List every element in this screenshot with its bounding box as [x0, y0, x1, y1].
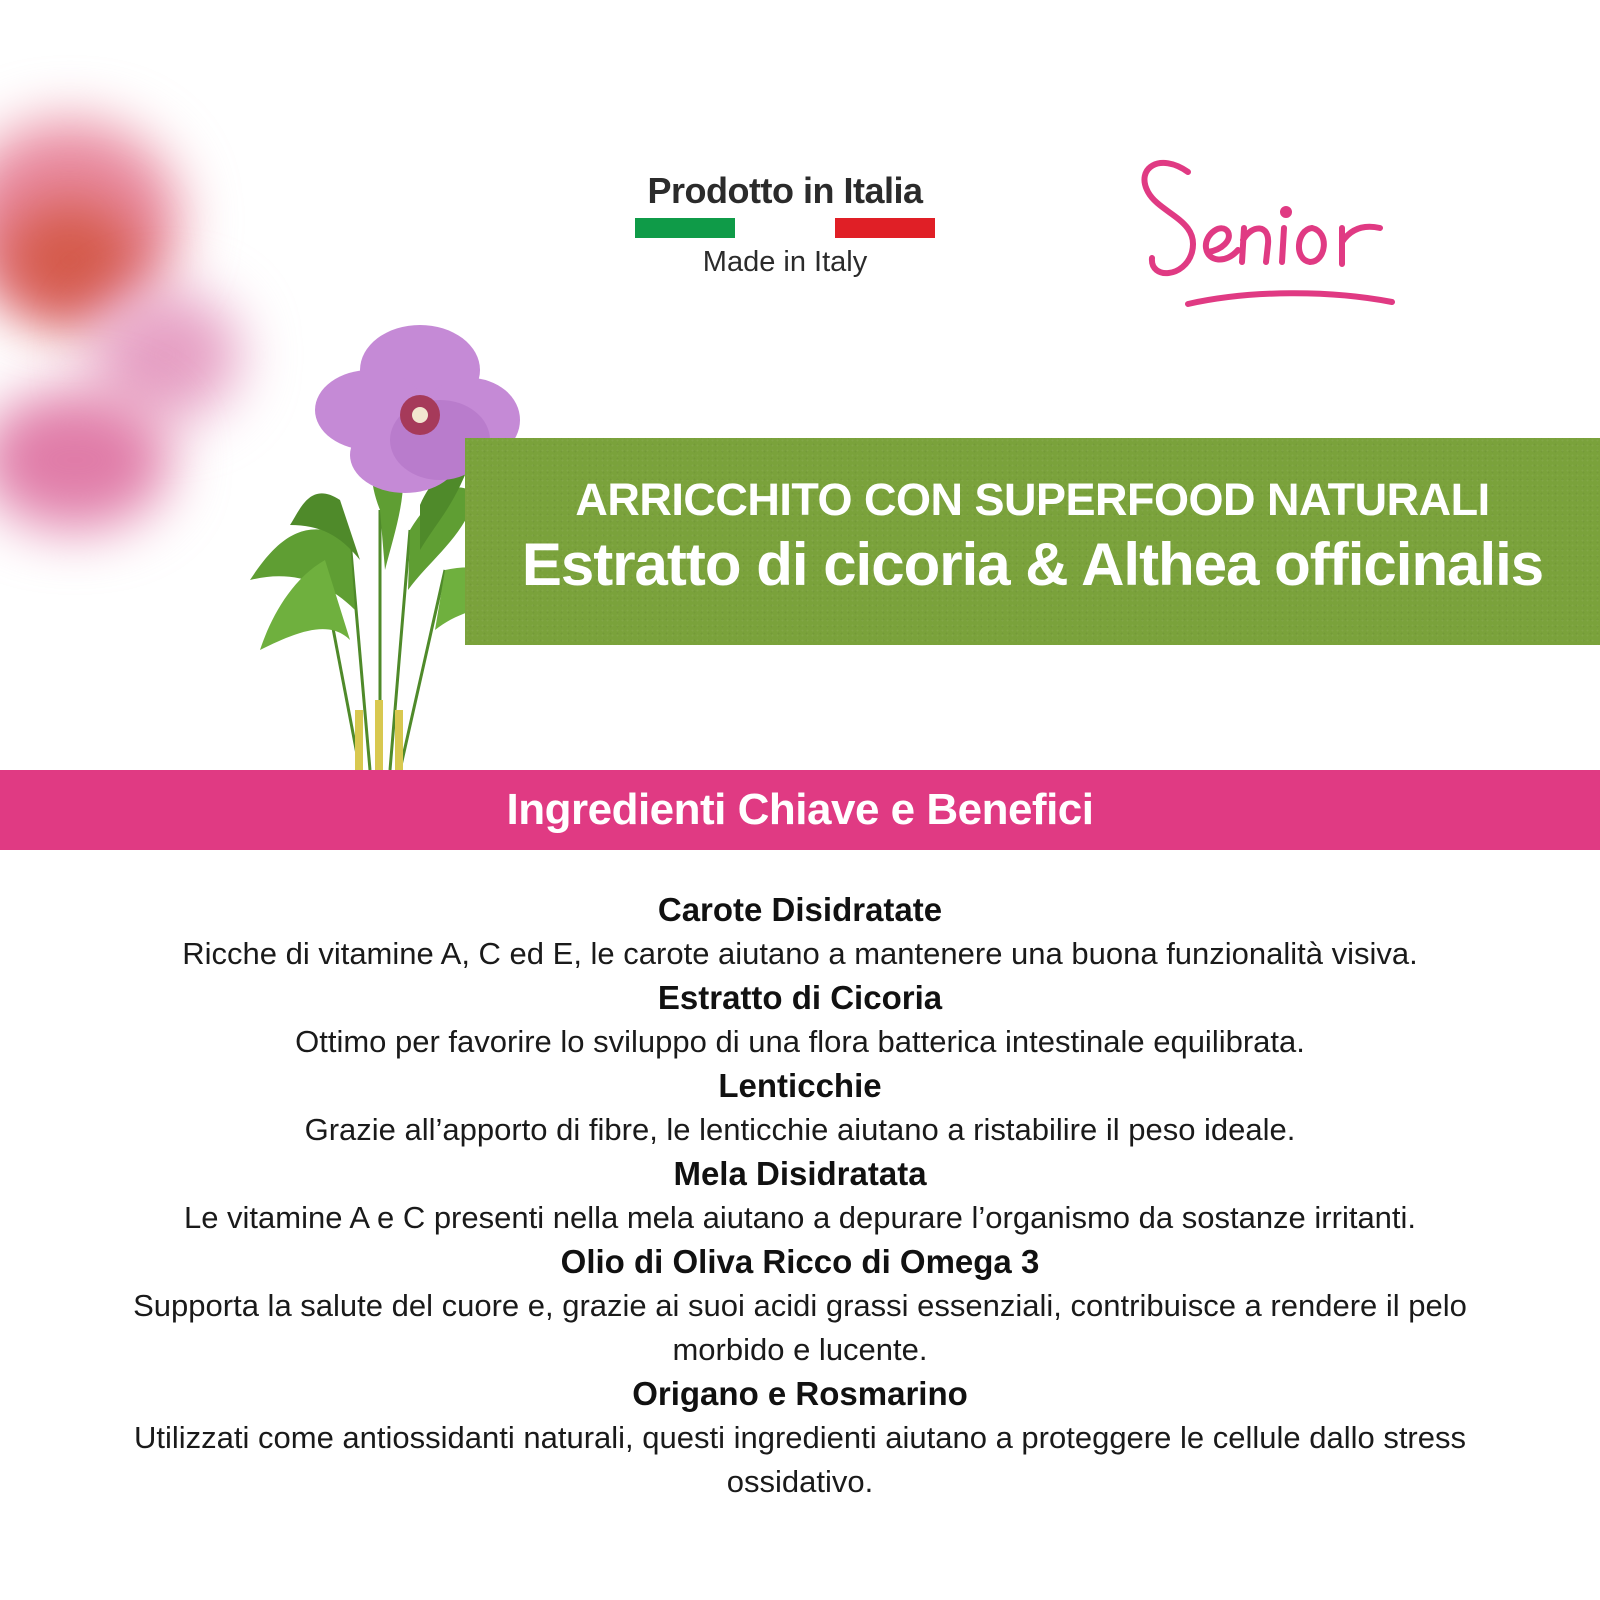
made-in-italy-badge	[630, 170, 940, 279]
benefit-name: Origano e Rosmarino	[632, 1375, 968, 1412]
banner-headline: ARRICCHITO CON SUPERFOOD NATURALI	[575, 474, 1490, 525]
benefit-item	[80, 1372, 1520, 1504]
benefit-item	[80, 1240, 1520, 1372]
section-title: Ingredienti Chiave e Benefici	[0, 770, 1600, 850]
benefit-description: Le vitamine A e C presenti nella mela aiutano a depurare l’organismo da sostanze irritanti.	[183, 1200, 1417, 1235]
benefit-description: Grazie all’apporto di fibre, le lenticchie aiutano a ristabilire il peso ideale.	[304, 1112, 1296, 1147]
benefit-description: Ricche di vitamine A, C ed E, le carote aiutano a mantenere una buona funzionalità visiva.	[182, 936, 1418, 971]
benefit-name: Olio di Oliva Ricco di Omega 3	[560, 1243, 1040, 1280]
benefit-item	[80, 888, 1520, 976]
banner-subheadline: Estratto di cicoria & Althea officinalis	[521, 531, 1544, 598]
benefit-description: Ottimo per favorire lo sviluppo di una flora batterica intestinale equilibrata.	[295, 1024, 1305, 1059]
benefit-description: Supporta la salute del cuore e, grazie ai suoi acidi grassi essenziali, contribuisce a rendere il pelo morbido e lucente.	[133, 1288, 1467, 1367]
italian-flag-icon	[635, 218, 935, 238]
benefit-name: Mela Disidratata	[673, 1155, 927, 1192]
origin-title: Prodotto in Italia	[647, 170, 923, 211]
benefit-name: Estratto di Cicoria	[657, 979, 943, 1016]
senior-logo	[1130, 140, 1420, 330]
superfood-banner	[465, 438, 1600, 645]
benefit-item	[80, 1152, 1520, 1240]
benefit-name: Carote Disidratate	[657, 891, 943, 928]
benefit-description: Utilizzati come antiossidanti naturali, questi ingredienti aiutano a proteggere le cellule dallo stress ossidativo.	[133, 1420, 1467, 1499]
benefit-item	[80, 976, 1520, 1064]
benefit-name: Lenticchie	[718, 1067, 882, 1104]
benefit-item	[80, 1064, 1520, 1152]
origin-subtitle: Made in Italy	[702, 246, 868, 278]
benefits-list	[80, 888, 1520, 1504]
